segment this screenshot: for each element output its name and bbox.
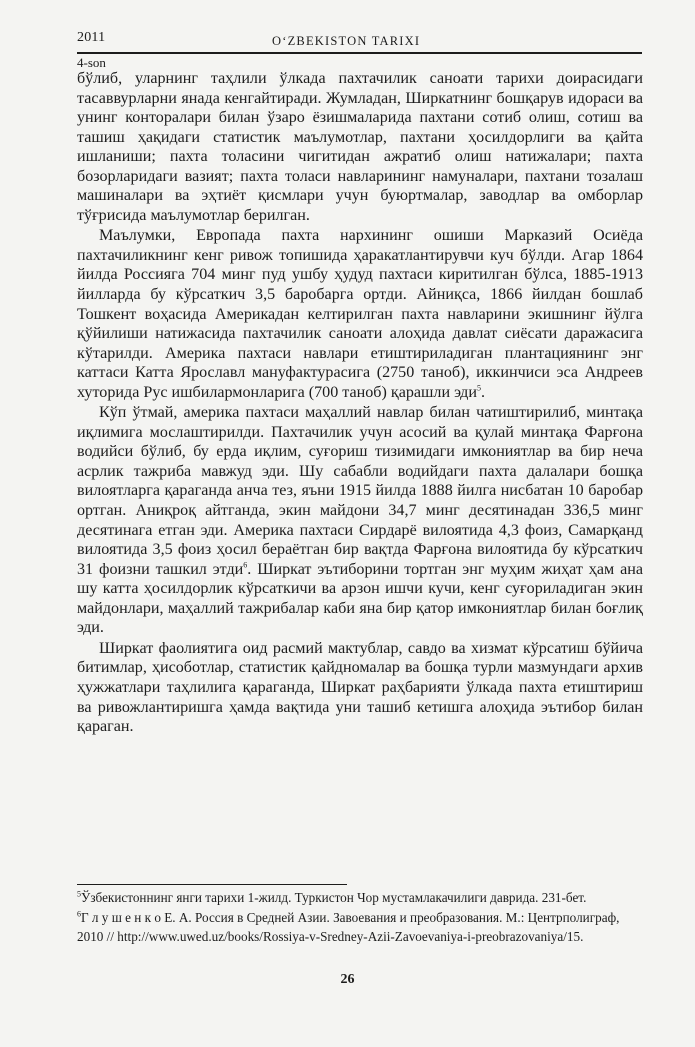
footnote-5-text: Ўзбекистоннинг янги тарихи 1-жилд. Туркистон Чор мустамлакачилиги даврида. 231-бет. xyxy=(81,890,587,905)
footnote-6-mark: 6 xyxy=(77,909,81,919)
footnote-separator xyxy=(77,884,347,885)
footnote-6 xyxy=(77,908,643,947)
footnote-ref-5[interactable]: 5 xyxy=(476,383,481,393)
header-journal-title: O‘ZBEKISTON TARIXI xyxy=(272,34,421,48)
footnote-5-mark: 5 xyxy=(77,889,81,899)
page-number: 26 xyxy=(340,972,355,987)
footnote-5 xyxy=(77,888,643,908)
paragraph-2-text: Маълумки, Европада пахта нархининг ошиши Марказий Осиёда пахтачиликнинг кенг ривож топишида ҳаракатлантирувчи куч бўлди. Агар 1864 йилда Россияга 704 минг пуд ушбу ҳудуд пахтаси киритилган бўлса, 1885-1913 йилларда бу кўрсаткич 3,5 баробарга ортди. Айниқса, 1866 йилдан бошлаб Тошкент воҳасида Америкадан келтирилган пахта навларини экишнинг йўлга қўйилиши натижасида пахтачилик саноати алоҳида давлат сиёсати даражасига кўтарилди. Америка пахтаси навлари етиштириладиган плантациянинг энг каттаси Катта Ярославл мануфактурасига (2750 таноб), иккинчиси эса Андреев хуторида Рус ишбилармонларига (700 таноб) қарашли эди xyxy=(77,227,643,401)
paragraph-3-text-a: Кўп ўтмай, америка пахтаси маҳаллий навлар билан чатиштирилиб, минтақа иқлимига мослаштирилди. Пахтачилик учун асосий ва қулай минтақа Фарғона водийси бўлиб, бу ерда иқлим, суғориш тизимидаги имкониятлар ва бир неча асрлик тажриба мавжуд эди. Шу сабабли водийдаги пахта далалари бошқа вилоятларга қараганда анча тез, яъни 1915 йилда 1888 йилга нисбатан 10 баробар ортган. Аниқроқ айтганда, экин майдони 34,7 минг десятинадан 336,5 минг десятинага етган эди. Америка пахтаси Сирдарё вилоятида 4,3 фоиз, Самарқанд вилоятида 3,5 фоиз ҳосил бераётган бир вақтда Фарғона вилоятида бу кўрсаткич 31 фоизни ташкил этди xyxy=(77,404,643,578)
footnote-6-author: Г л у ш е н к о Е. А. xyxy=(81,909,192,925)
footnote-6-text[interactable]: Россия в Средней Азии. Завоевания и преобразования. М.: Центрполиграф, 2010 // http://www.uwed.uz/books/Rossiya-v-Sredney-Azii-Zavoevaniya-i-preobrazovaniya/15. xyxy=(77,909,620,945)
header-year: 2011 xyxy=(77,30,106,45)
header-issue: 4-son xyxy=(77,55,106,70)
paragraph-4: Ширкат фаолиятига оид расмий мактублар, савдо ва хизмат кўрсатиш бўйича битимлар, ҳисоботлар, статистик қайдномалар ва бошқа турли мазмундаги архив ҳужжатлари таҳлилига қараганда, Ширкат раҳбарияти ўлкада пахта етиштириш ва ривожлантиришга ҳамда вақтида уни ташиб кетишга алоҳида эътибор билан қараган. xyxy=(77,639,643,736)
paragraph-2-end: . xyxy=(480,383,486,401)
paragraph-2 xyxy=(77,226,643,402)
footnote-ref-6[interactable]: 6 xyxy=(243,560,248,570)
paragraph-3 xyxy=(77,403,643,638)
paragraph-1: бўлиб, уларнинг таҳлили ўлкада пахтачилик саноати тарихи доирасидаги тасаввурларни янада кенгайтиради. Жумладан, Ширкатнинг бошқарув идораси ва унинг конторалари билан ўзаро ёзишмаларида пахтани сотиб олиш, сотиш ва ташиш ҳақидаги статистик маълумотлар, пахтани ҳосилдорлиги ва қайта ишланиши; пахта толасини чигитидан ажратиб олиш натижалари; пахта бозорларидаги вазият; пахта толаси навларининг намуналари, пахтани тозалаш машиналари ва эҳтиёт қисмлари учун буюртмалар, заводлар ва омборлар тўғрисида маълумотлар берилган. xyxy=(77,70,643,224)
paragraph-3-text-b: . Ширкат эътиборини тортган энг муҳим жиҳат ҳам ана шу катта ҳосилдорлик кўрсаткичи ва арзон ишчи кучи, кенг суғориладиган экин майдонлари, маҳаллий тажрибалар каби яна бир қатор имкониятлар билан боғлиқ эди. xyxy=(77,560,643,637)
footnotes xyxy=(77,888,643,947)
article-body xyxy=(77,69,643,737)
header-rule xyxy=(77,52,642,54)
